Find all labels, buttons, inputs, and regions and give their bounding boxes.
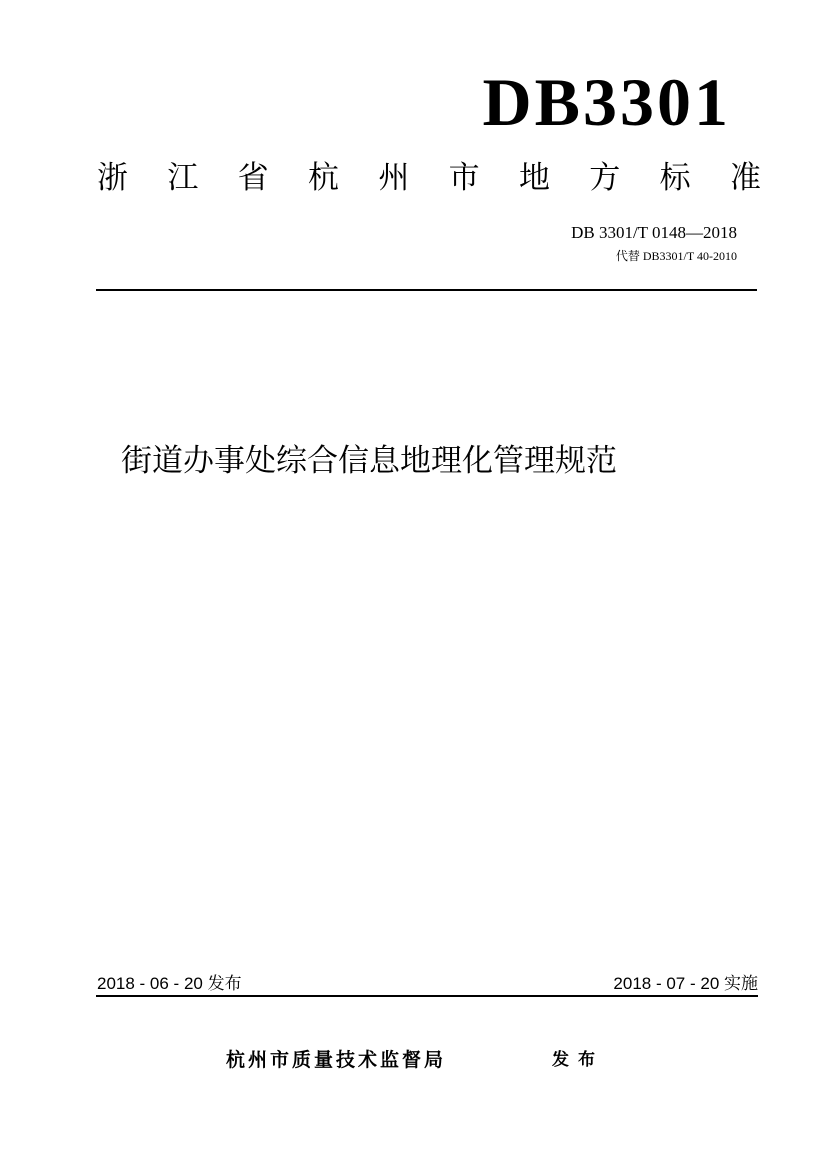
standard-type-char: 地 bbox=[518, 160, 550, 196]
standard-type-char: 杭 bbox=[307, 160, 339, 196]
issue-date: 2018 - 06 - 20 发布 bbox=[97, 974, 242, 993]
publisher-name: 杭州市质量技术监督局 bbox=[226, 1049, 447, 1071]
standard-type-char: 市 bbox=[448, 160, 480, 196]
standard-type-char: 方 bbox=[589, 160, 621, 196]
document-title: 街道办事处综合信息地理化管理规范 bbox=[121, 443, 617, 479]
standard-type-char: 浙 bbox=[97, 160, 128, 196]
standard-type-char: 江 bbox=[167, 160, 199, 196]
replaces-standard: 代替 DB3301/T 40-2010 bbox=[615, 249, 737, 263]
standard-type-char: 省 bbox=[237, 160, 269, 196]
publish-label: 发布 bbox=[552, 1050, 604, 1070]
standard-type-char: 准 bbox=[729, 160, 761, 196]
standard-type-heading bbox=[97, 156, 761, 200]
header-divider bbox=[96, 289, 757, 291]
standard-type-char: 标 bbox=[659, 160, 691, 196]
implementation-date: 2018 - 07 - 20 实施 bbox=[613, 974, 758, 993]
footer-divider bbox=[96, 995, 758, 997]
standard-type-char: 州 bbox=[378, 160, 410, 196]
standard-code: DB3301 bbox=[482, 64, 731, 140]
standard-number: DB 3301/T 0148—2018 bbox=[571, 223, 737, 242]
